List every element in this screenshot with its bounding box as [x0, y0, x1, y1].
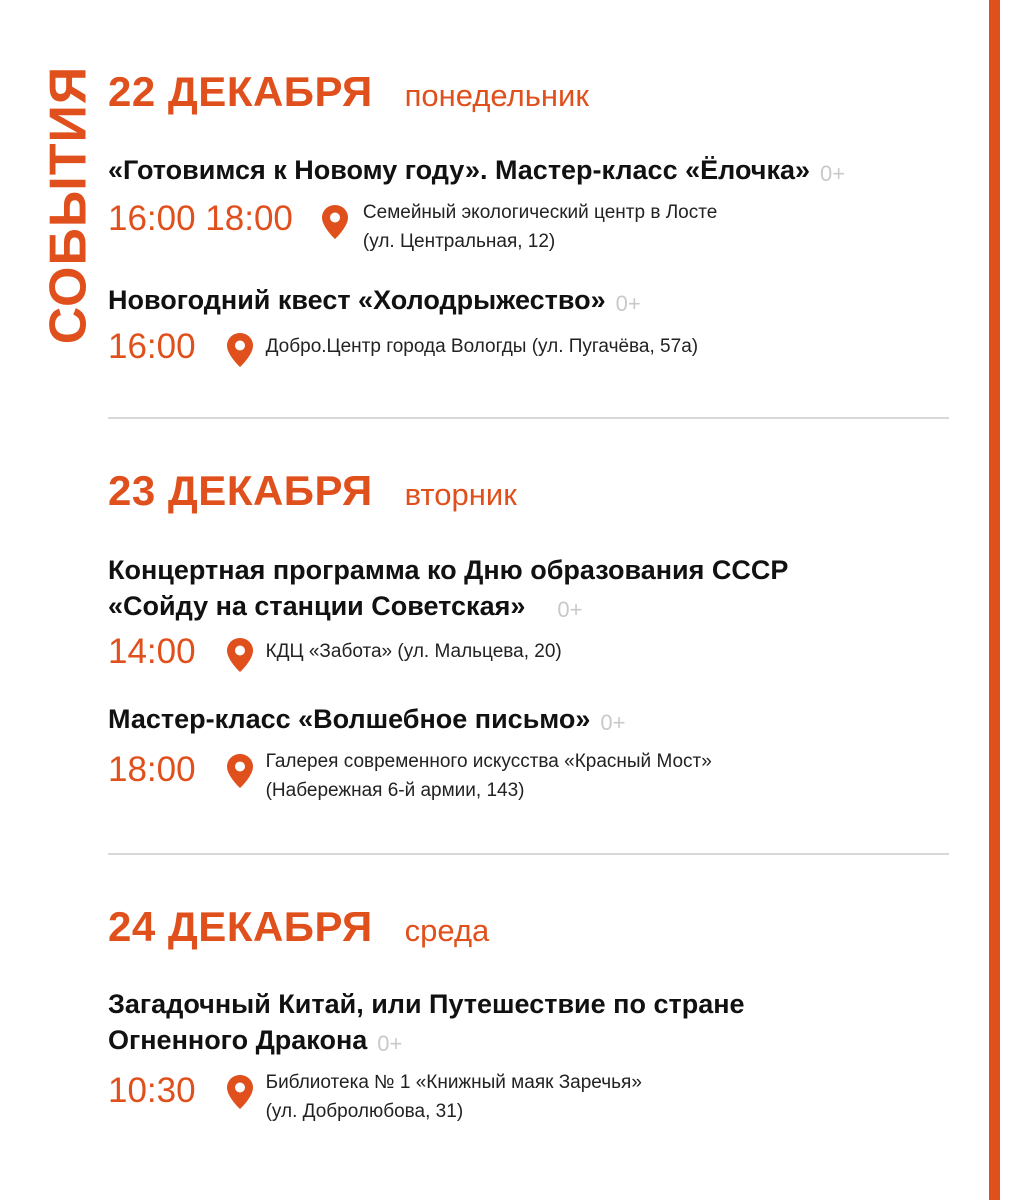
location-pin-icon	[226, 753, 254, 789]
section-title-text: СОБЫТИЯ	[39, 65, 98, 345]
event-title[interactable]	[108, 282, 978, 322]
age-rating: 0+	[557, 597, 583, 622]
section-title	[40, 60, 96, 350]
event-title-text: Мастер-класс «Волшебное письмо»	[108, 704, 591, 734]
event-title-text: Новогодний квест «Холодрыжество»	[108, 285, 606, 315]
day-date: 22 ДЕКАБРЯ	[108, 68, 373, 115]
age-rating: 0+	[615, 291, 641, 316]
day-header-24	[108, 903, 489, 951]
event-venue	[266, 747, 712, 805]
location-pin-icon	[321, 204, 349, 240]
day-header-23	[108, 467, 517, 515]
section-divider	[108, 417, 949, 419]
event-title-line: «Сойду на станции Советская»	[108, 591, 526, 621]
venue-name: Добро.Центр города Вологды (ул. Пугачёва, 57а)	[265, 336, 699, 357]
age-rating: 0+	[820, 161, 846, 186]
event-meta	[108, 747, 712, 805]
venue-name: Галерея современного искусства «Красный Мост»	[265, 751, 712, 772]
location-pin-icon	[226, 332, 254, 368]
event-time: 14:00	[108, 632, 196, 671]
age-rating: 0+	[377, 1031, 403, 1056]
event-venue	[266, 326, 699, 368]
event-time: 16:00 18:00	[108, 199, 293, 238]
day-date: 24 ДЕКАБРЯ	[108, 903, 373, 950]
event-title-line: Огненного Дракона	[108, 1025, 368, 1055]
day-header-22	[108, 68, 589, 116]
event-title-line: Загадочный Китай, или Путешествие по стране	[108, 989, 745, 1019]
event-venue	[363, 198, 717, 256]
location-pin-icon	[226, 637, 254, 673]
day-weekday: среда	[404, 913, 490, 948]
event-time: 16:00	[108, 327, 196, 366]
venue-address: (ул. Центральная, 12)	[362, 231, 556, 252]
event-meta	[108, 1068, 642, 1126]
event-meta	[108, 631, 562, 673]
day-date: 23 ДЕКАБРЯ	[108, 467, 373, 514]
location-pin-icon	[226, 1074, 254, 1110]
age-rating: 0+	[600, 710, 626, 735]
event-time: 10:30	[108, 1071, 196, 1110]
venue-address: (Набережная 6-й армии, 143)	[265, 780, 525, 801]
event-time: 18:00	[108, 750, 196, 789]
day-weekday: вторник	[404, 477, 517, 512]
event-meta	[108, 326, 698, 368]
event-title[interactable]	[108, 552, 978, 628]
event-title[interactable]	[108, 701, 978, 741]
event-venue	[266, 631, 562, 673]
venue-name: КДЦ «Забота» (ул. Мальцева, 20)	[265, 641, 562, 662]
event-title[interactable]	[108, 152, 978, 192]
accent-bar	[989, 0, 1000, 1200]
event-meta	[108, 198, 717, 256]
event-title-text: «Готовимся к Новому году». Мастер-класс «Ёлочка»	[108, 155, 810, 185]
event-title[interactable]	[108, 986, 978, 1062]
venue-name: Семейный экологический центр в Лосте	[362, 202, 718, 223]
venue-address: (ул. Добролюбова, 31)	[265, 1101, 464, 1122]
section-divider	[108, 853, 949, 855]
venue-name: Библиотека № 1 «Книжный маяк Заречья»	[265, 1072, 642, 1093]
event-title-line: Концертная программа ко Дню образования СССР	[108, 555, 789, 585]
day-weekday: понедельник	[404, 78, 589, 113]
event-venue	[266, 1068, 642, 1126]
